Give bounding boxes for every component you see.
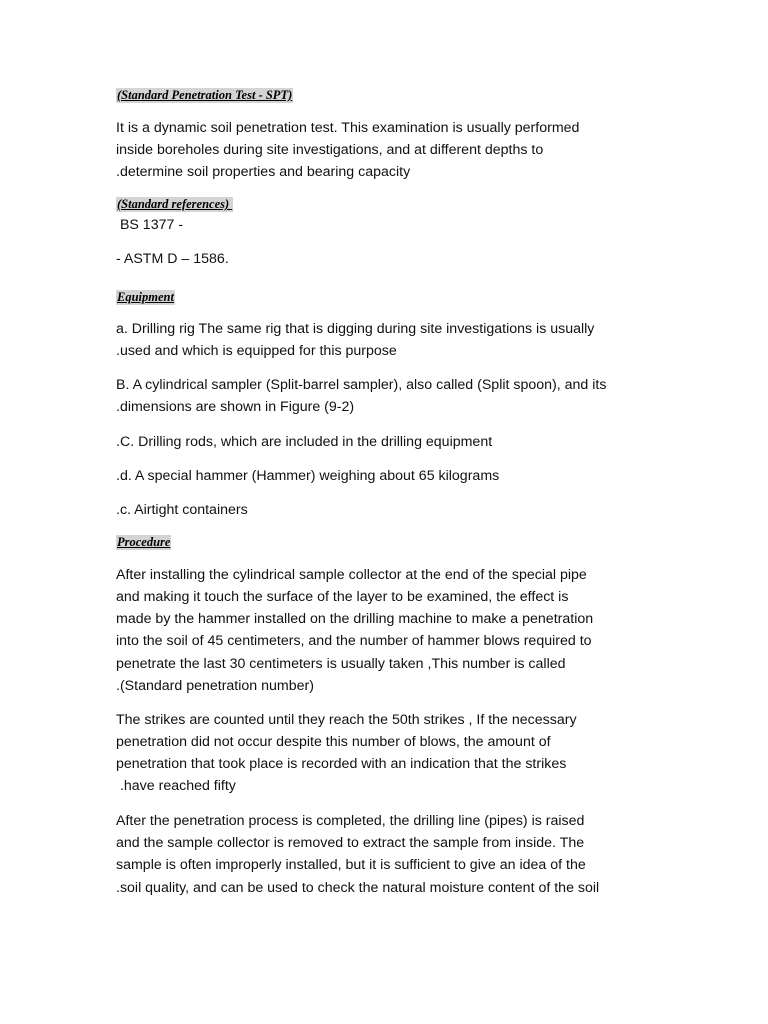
equipment-line: B. A cylindrical sampler (Split-barrel sampler), also called (Split spoon), and its: [116, 377, 607, 393]
heading-equipment: Equipment: [117, 290, 174, 304]
procedure-line: After the penetration process is completed, the drilling line (pipes) is raised: [116, 813, 585, 829]
procedure-line: and making it touch the surface of the layer to be examined, the effect is: [116, 589, 569, 605]
procedure-line: .have reached fifty: [116, 778, 236, 794]
equipment-line: a. Drilling rig The same rig that is digging during site investigations is usually: [116, 321, 595, 337]
intro-line: inside boreholes during site investigations, and at different depths to: [116, 142, 544, 158]
heading-procedure: Procedure: [117, 535, 171, 549]
procedure-line: and the sample collector is removed to extract the sample from inside. The: [116, 835, 585, 851]
reference-item: BS 1377 -: [116, 217, 184, 233]
intro-line: .determine soil properties and bearing capacity: [116, 164, 411, 180]
procedure-line: After installing the cylindrical sample collector at the end of the special pipe: [116, 567, 587, 583]
equipment-line: .d. A special hammer (Hammer) weighing about 65 kilograms: [116, 468, 500, 484]
procedure-line: made by the hammer installed on the drilling machine to make a penetration: [116, 611, 594, 627]
heading-spt: (Standard Penetration Test - SPT): [117, 88, 293, 102]
procedure-line: .soil quality, and can be used to check the natural moisture content of the soil: [116, 880, 600, 896]
procedure-line: .(Standard penetration number): [116, 678, 314, 694]
procedure-line: penetration that took place is recorded with an indication that the strikes: [116, 756, 567, 772]
reference-item: - ASTM D – 1586.: [116, 251, 229, 267]
equipment-line: .C. Drilling rods, which are included in the drilling equipment: [116, 434, 493, 450]
procedure-line: into the soil of 45 centimeters, and the number of hammer blows required to: [116, 633, 592, 649]
procedure-line: sample is often improperly installed, but it is sufficient to give an idea of the: [116, 857, 586, 873]
equipment-line: .dimensions are shown in Figure (9-2): [116, 399, 355, 415]
procedure-line: The strikes are counted until they reach the 50th strikes , If the necessary: [116, 712, 577, 728]
equipment-line: .c. Airtight containers: [116, 502, 248, 518]
procedure-line: penetration did not occur despite this number of blows, the amount of: [116, 734, 551, 750]
equipment-line: .used and which is equipped for this purpose: [116, 343, 397, 359]
heading-references: (Standard references): [117, 197, 233, 211]
procedure-line: penetrate the last 30 centimeters is usually taken ,This number is called: [116, 656, 566, 672]
intro-line: It is a dynamic soil penetration test. This examination is usually performed: [116, 120, 580, 136]
